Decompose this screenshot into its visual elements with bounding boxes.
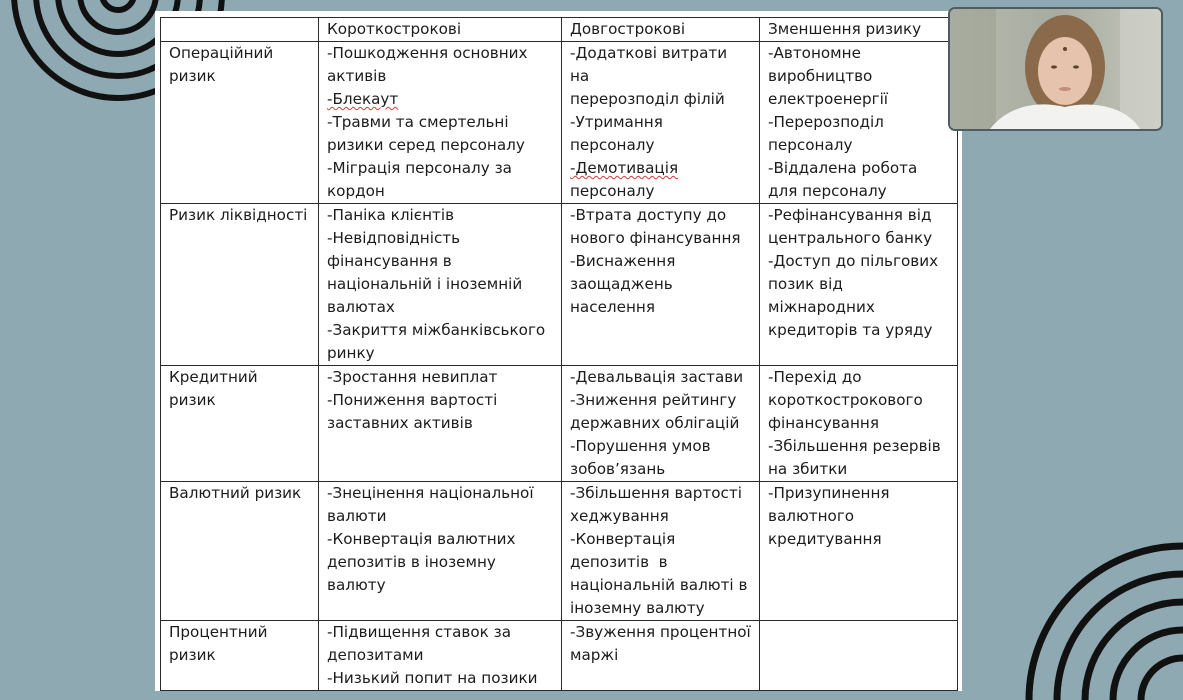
mitigation-cell: -Перехід до короткострокового фінансування -Збільшення резервів на збитки [760, 366, 958, 482]
table-header-row [161, 18, 958, 42]
table-row-liquidity-risk [161, 204, 958, 366]
long-term-cell: -Звуження процентної маржі [562, 621, 760, 691]
risk-name-cell: Ризик ліквідності [161, 204, 319, 366]
table-row-currency-risk [161, 482, 958, 621]
risk-table [160, 17, 958, 691]
risk-name-cell: Процентний ризик [161, 621, 319, 691]
mitigation-cell: -Автономне виробництво електроенергії -Перерозподіл персоналу -Віддалена робота для персоналу [760, 42, 958, 204]
table-row-operational-risk [161, 42, 958, 204]
risk-name-cell: Валютний ризик [161, 482, 319, 621]
mitigation-cell [760, 621, 958, 691]
long-term-cell: -Збільшення вартості хеджування -Конвертація депозитів в національній валюті в іноземну валюту [562, 482, 760, 621]
header-long-term: Довгострокові [562, 18, 760, 42]
long-term-cell: -Девальвація застави -Зниження рейтингу державних облігацій -Порушення умов зобов’язань [562, 366, 760, 482]
risk-name-cell: Кредитний ризик [161, 366, 319, 482]
short-term-cell: -Зростання невиплат -Пониження вартості заставних активів [319, 366, 562, 482]
spellcheck-flagged-word: -Демотивація [570, 159, 679, 177]
spellcheck-flagged-word: -Блекаут [327, 90, 399, 108]
short-term-cell: -Пошкодження основних активів -Блекаут -Травми та смертельні ризики серед персоналу -Міграція персоналу за кордон [319, 42, 562, 204]
short-term-cell: -Паніка клієнтів -Невідповідність фінансування в національній і іноземній валютах -Закриття міжбанківського ринку [319, 204, 562, 366]
header-short-term: Короткострокові [319, 18, 562, 42]
mitigation-cell: -Призупинення валютного кредитування [760, 482, 958, 621]
participant-video-tile[interactable] [950, 9, 1161, 129]
risk-name-cell: Операційний ризик [161, 42, 319, 204]
slide-page [155, 11, 962, 691]
short-term-cell: -Знецінення національної валюти -Конвертація валютних депозитів в іноземну валюту [319, 482, 562, 621]
table-row-credit-risk [161, 366, 958, 482]
mitigation-cell: -Рефінансування від центрального банку -Доступ до пільгових позик від міжнародних кредиторів та уряду [760, 204, 958, 366]
long-term-cell: -Додаткові витрати на перерозподіл філій -Утримання персоналу -Демотивація персоналу [562, 42, 760, 204]
decorative-arcs-bottom-right [953, 540, 1183, 700]
header-cell-corner [161, 18, 319, 42]
table-row-interest-risk [161, 621, 958, 691]
header-risk-mitigation: Зменшення ризику [760, 18, 958, 42]
long-term-cell: -Втрата доступу до нового фінансування -Виснаження заощаджень населення [562, 204, 760, 366]
participant-video-icon [950, 9, 1161, 129]
short-term-cell: -Підвищення ставок за депозитами -Низький попит на позики [319, 621, 562, 691]
